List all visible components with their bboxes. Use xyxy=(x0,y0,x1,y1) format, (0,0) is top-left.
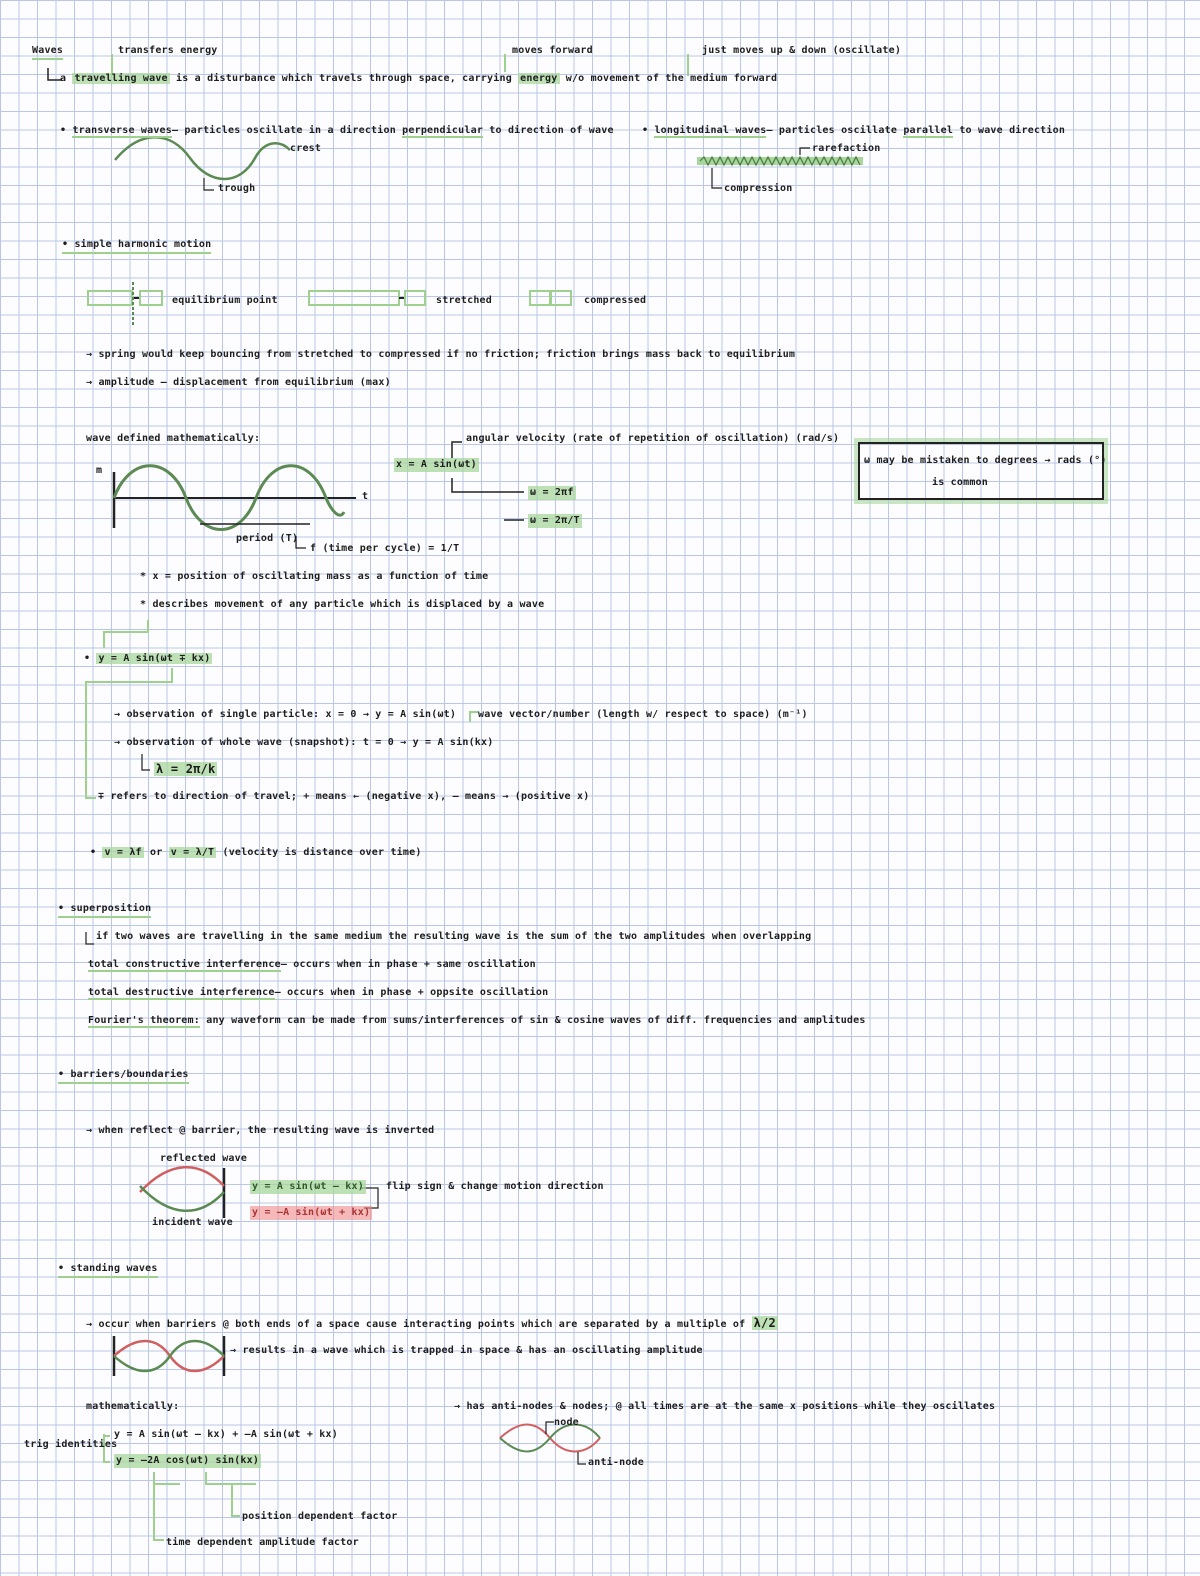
nodes-note: → has anti-nodes & nodes; @ all times are at the same x positions while they oscillates xyxy=(454,1401,996,1412)
incident-wave-label: incident wave xyxy=(152,1217,233,1228)
note-box-line-1: ω may be mistaken to degrees → rads (°) xyxy=(864,455,1107,466)
shm-describe-note: * describes movement of any particle which is displaced by a wave xyxy=(140,599,545,610)
compression-label: compression xyxy=(724,183,793,194)
label-compressed: compressed xyxy=(584,295,647,306)
time-factor-label: time dependent amplitude factor xyxy=(166,1537,359,1548)
barriers-line-1: → when reflect @ barrier, the resulting wave is inverted xyxy=(86,1125,435,1136)
node-antinode-drawing xyxy=(500,1422,600,1464)
graph-y-label: m xyxy=(96,465,103,476)
note-box xyxy=(858,442,1107,500)
trig-identities-label: trig identities xyxy=(24,1439,118,1450)
label-equilibrium: equilibrium point xyxy=(172,295,278,306)
graph-x-label: t xyxy=(362,491,369,502)
standing-math-heading: mathematically: xyxy=(86,1401,180,1412)
note-oscillate: just moves up & down (oscillate) xyxy=(702,45,902,56)
frequency-label: f (time per cycle) = 1/T xyxy=(310,543,460,554)
flip-sign-note: flip sign & change motion direction xyxy=(386,1181,604,1192)
shm-position-note: * x = position of oscillating mass as a function of time xyxy=(140,571,489,582)
standing-wave-drawing xyxy=(114,1336,224,1376)
superposition-line-1: if two waves are travelling in the same medium the resulting wave is the sum of the two amplitudes when overlapping xyxy=(96,931,812,942)
velocity-line: • v = λf or v = λ/T (velocity is distance over time) xyxy=(90,847,422,858)
longitudinal-definition: • longitudinal waves– particles oscillate parallel to wave direction xyxy=(642,125,1066,136)
superposition-line-3: total destructive interference– occurs when in phase + oppsite oscillation xyxy=(88,987,549,998)
shm-heading: • simple harmonic motion xyxy=(62,238,211,254)
shm-bullet-friction: → spring would keep bouncing from stretched to compressed if no friction; friction brings mass back to equilibrium xyxy=(86,349,796,360)
wave-vector-note: wave vector/number (length w/ respect to space) (m⁻¹) xyxy=(478,709,808,720)
superposition-line-2: total constructive interference– occurs when in phase + same oscillation xyxy=(88,959,536,970)
wave-equation: • y = A sin(ωt ∓ kx) xyxy=(84,653,211,664)
superposition-line-4: Fourier's theorem: any waveform can be made from sums/interferences of sin & cosine waves of diff. frequencies and amplitudes xyxy=(88,1015,866,1026)
trough-label: trough xyxy=(218,183,256,194)
node-label: node xyxy=(554,1417,579,1428)
superposition-heading: • superposition xyxy=(58,902,151,918)
period-label: period (T) xyxy=(236,533,299,544)
shm-graph xyxy=(114,466,356,548)
definition-line: a travelling wave is a disturbance which travels through space, carrying energy w/o movement of the medium forward xyxy=(60,73,778,84)
lambda-formula: λ = 2π/k xyxy=(156,762,216,776)
transverse-wave-drawing xyxy=(115,137,290,190)
omega-formula-2: ω = 2π/T xyxy=(530,515,580,526)
omega-formula-1: ω = 2πf xyxy=(530,487,574,498)
standing-result: → results in a wave which is trapped in space & has an oscillating amplitude xyxy=(230,1345,703,1356)
barriers-heading: • barriers/boundaries xyxy=(58,1068,189,1084)
rarefaction-label: rarefaction xyxy=(812,143,881,154)
direction-note: ∓ refers to direction of travel; + means ← (negative x), – means → (positive x) xyxy=(98,791,590,802)
standing-line-1: → occur when barriers @ both ends of a space cause interacting points which are separated by a multiple of λ/2 xyxy=(86,1316,776,1330)
note-transfers-energy: transfers energy xyxy=(118,45,218,56)
position-factor-label: position dependent factor xyxy=(242,1511,398,1522)
transverse-definition: • transverse waves– particles oscillate in a direction perpendicular to direction of wave xyxy=(60,125,614,136)
angular-velocity-note: angular velocity (rate of repetition of oscillation) (rad/s) xyxy=(466,433,840,444)
page-title: Waves xyxy=(32,44,63,60)
note-box-line-2: is common xyxy=(932,477,988,488)
standing-heading: • standing waves xyxy=(58,1262,158,1278)
incident-wave-eq: y = A sin(ωt – kx) xyxy=(252,1181,364,1192)
spring-diagrams xyxy=(88,282,571,326)
crest-label: crest xyxy=(290,143,322,154)
reflected-wave-label: reflected wave xyxy=(160,1153,248,1164)
standing-eq-2: y = –2A cos(ωt) sin(kx) xyxy=(116,1455,260,1466)
label-stretched: stretched xyxy=(436,295,492,306)
snapshot-obs: → observation of whole wave (snapshot): t = 0 → y = A sin(kx) xyxy=(114,737,494,748)
shm-bullet-amplitude: → amplitude – displacement from equilibrium (max) xyxy=(86,377,391,388)
single-particle-obs: → observation of single particle: x = 0 → y = A sin(ωt) xyxy=(114,709,457,720)
note-moves-forward: moves forward xyxy=(512,45,593,56)
reflected-wave-eq: y = –A sin(ωt + kx) xyxy=(252,1207,371,1218)
standing-eq-1: y = A sin(ωt – kx) + –A sin(ωt + kx) xyxy=(114,1429,338,1440)
shm-math-heading: wave defined mathematically: xyxy=(86,433,261,444)
shm-formula: x = A sin(ωt) xyxy=(396,459,477,470)
antinode-label: anti-node xyxy=(588,1457,644,1468)
